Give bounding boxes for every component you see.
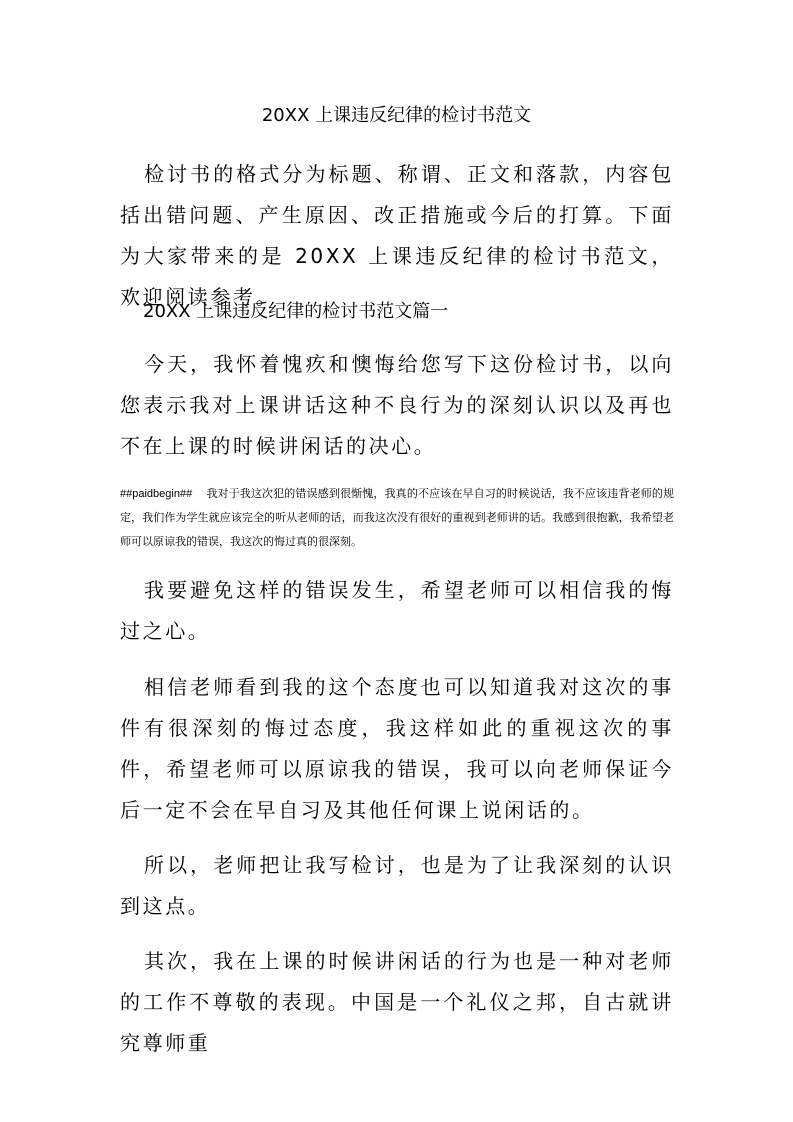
- document-title: 20XX 上课违反纪律的检讨书范文: [261, 105, 532, 126]
- small-print-text: 我对于我这次犯的错误感到很惭愧，我真的不应该在早自习的时候说话，我不应该违背老师的规定，我们作为学生就应该完全的听从老师的话，而我这次没有很好的重视到老师讲的话。我感到很抱歉，我希望老师可以原谅我的错误，我这次的悔过真的很深刻。: [120, 487, 674, 548]
- body-paragraph-1: 今天，我怀着愧疚和懊悔给您写下这份检讨书，以向您表示我对上课讲话这种不良行为的深刻认识以及再也不在上课的时候讲闲话的决心。: [120, 352, 674, 458]
- small-print-paragraph: [120, 482, 674, 554]
- body-paragraph-4: 所以，老师把让我写检讨，也是为了让我深刻的认识到这点。: [120, 853, 674, 918]
- body-paragraph-3: 相信老师看到我的这个态度也可以知道我对这次的事件有很深刻的悔过态度，我这样如此的重视这次的事件，希望老师可以原谅我的错误，我可以向老师保证今后一定不会在早自习及其他任何课上说闲话的。: [120, 675, 674, 822]
- body-paragraph-2: 我要避免这样的错误发生，希望老师可以相信我的悔过之心。: [120, 578, 674, 643]
- section-heading: 20XX 上课违反纪律的检讨书范文篇一: [143, 301, 449, 322]
- paid-begin-marker: ##paidbegin##: [120, 488, 193, 500]
- body-paragraph-5: 其次，我在上课的时候讲闲话的行为也是一种对老师的工作不尊敬的表现。中国是一个礼仪之邦，自古就讲究尊师重: [120, 949, 674, 1055]
- intro-paragraph: 检讨书的格式分为标题、称谓、正文和落款，内容包括出错问题、产生原因、改正措施或今后的打算。下面为大家带来的是 20XX 上课违反纪律的检讨书范文，欢迎阅读参考。: [120, 162, 674, 309]
